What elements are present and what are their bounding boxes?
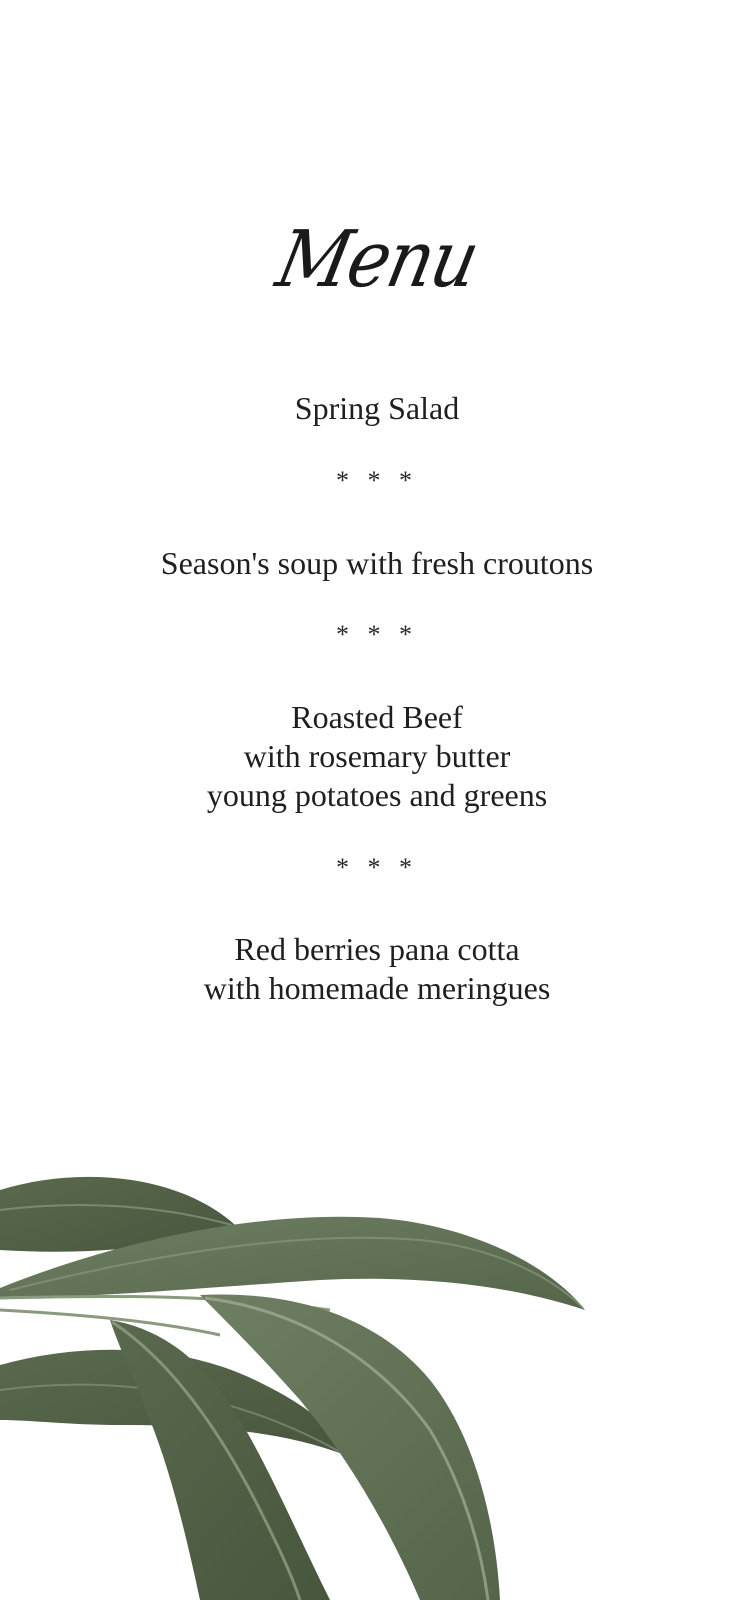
course-line: Spring Salad [294,390,460,426]
course-line: Roasted Beef [291,699,463,735]
course-line: Season's soup with fresh croutons [160,545,594,581]
course-roasted-beef [0,698,754,815]
course-spring-salad [0,389,754,428]
course-line: young potatoes and greens [206,777,548,813]
course-soup [0,544,754,583]
course-line: Red berries pana cotta [234,931,520,967]
course-divider: * * * [336,620,418,649]
leaf-stem [0,1310,220,1335]
course-line: with rosemary butter [243,738,511,774]
course-divider: * * * [336,853,418,882]
course-line: with homemade meringues [203,970,551,1006]
course-dessert [0,930,754,1008]
course-divider: * * * [336,466,418,495]
eucalyptus-leaves-illustration [0,1170,754,1600]
menu-title: Menu [269,215,485,305]
menu-title-wrap [0,205,754,315]
